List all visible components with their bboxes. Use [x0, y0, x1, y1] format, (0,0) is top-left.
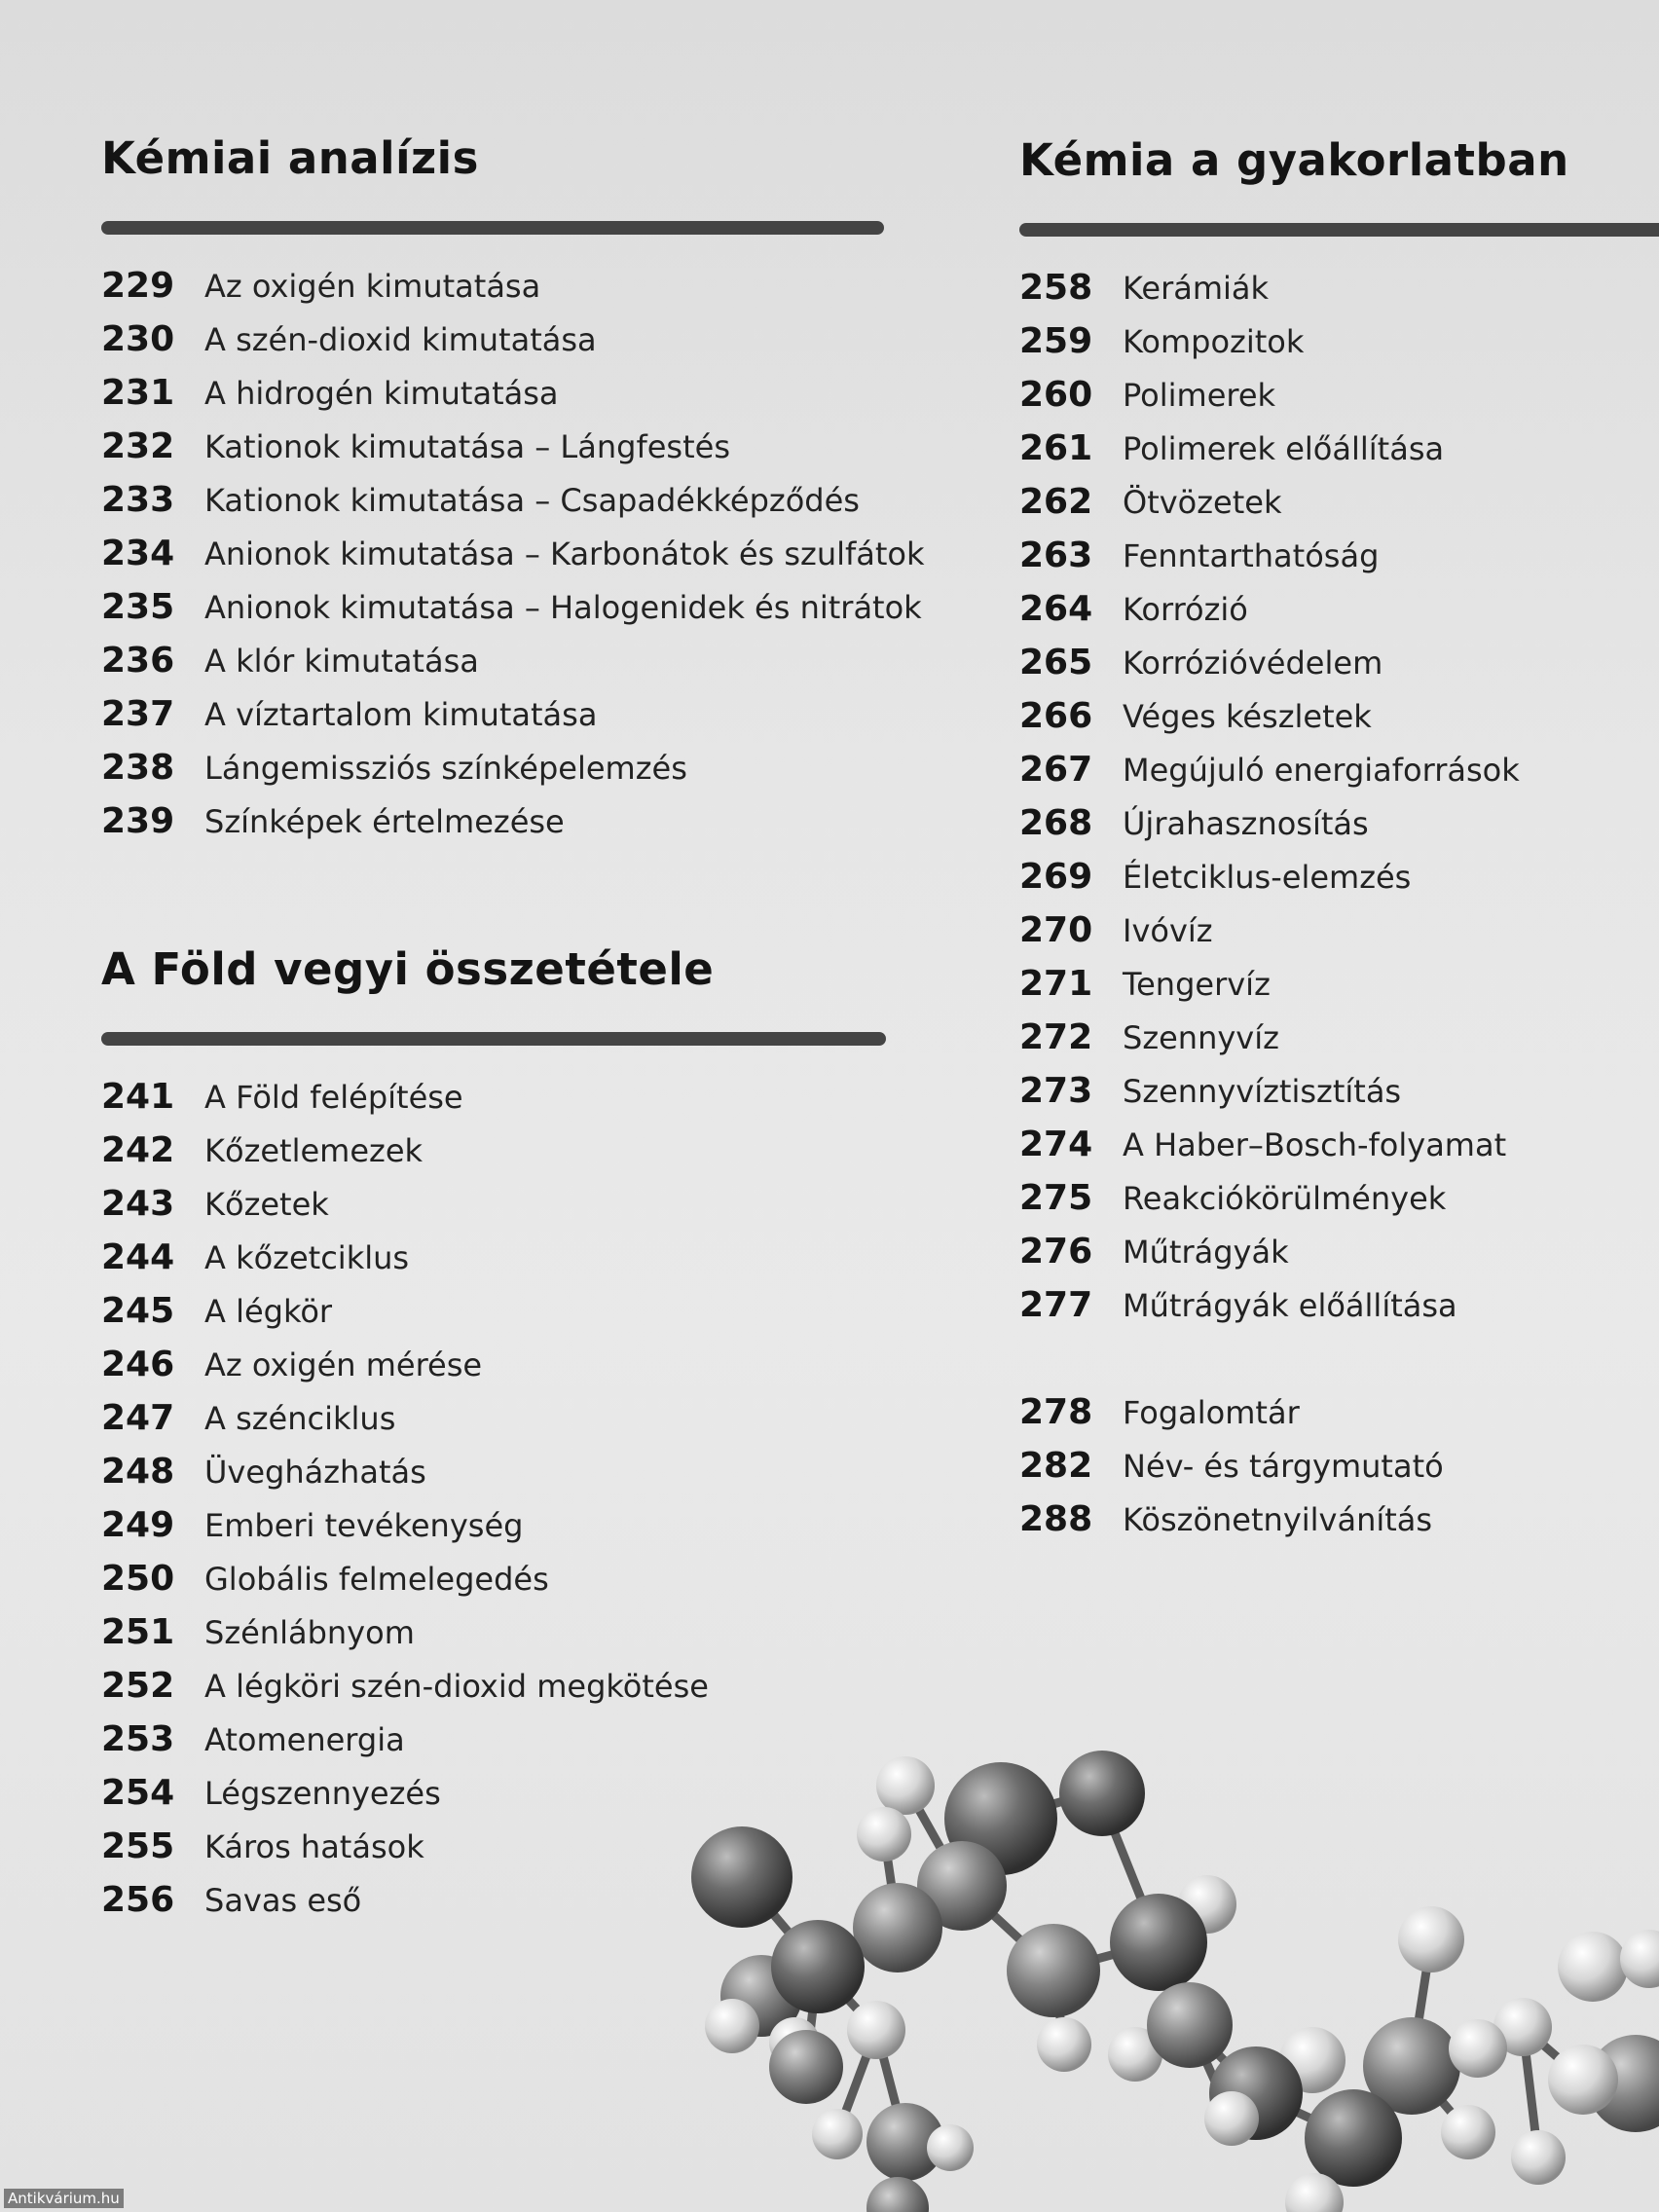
entry-title: Szennyvíz — [1123, 1019, 1279, 1056]
entry-title: Kationok kimutatása – Lángfestés — [204, 428, 730, 465]
page-number: 263 — [1019, 535, 1093, 575]
list-item[interactable] — [101, 534, 925, 587]
page-number: 239 — [101, 801, 175, 841]
page-number: 245 — [101, 1291, 175, 1331]
page-number: 242 — [101, 1130, 175, 1170]
molecule-atoms — [691, 1751, 1659, 2212]
list-item[interactable] — [1019, 910, 1659, 964]
page-number: 231 — [101, 373, 175, 413]
list-item[interactable] — [101, 694, 884, 748]
entry-title: Tengervíz — [1123, 966, 1271, 1003]
page-number: 256 — [101, 1880, 175, 1920]
page-number: 248 — [101, 1452, 175, 1492]
watermark: Antikvárium.hu — [4, 2189, 124, 2208]
entry-title: Ivóvíz — [1123, 912, 1213, 949]
page-number: 243 — [101, 1184, 175, 1224]
list-item[interactable] — [1019, 268, 1659, 321]
entry-title: Emberi tevékenység — [204, 1507, 524, 1544]
appendix-item[interactable] — [1019, 1392, 1659, 1446]
page-number: 277 — [1019, 1285, 1093, 1325]
entry-title: Szennyvíztisztítás — [1123, 1073, 1402, 1110]
entry-title: Név- és tárgymutató — [1123, 1448, 1444, 1485]
page-number: 235 — [101, 587, 175, 627]
entry-title: A légköri szén-dioxid megkötése — [204, 1668, 709, 1705]
entry-title: A szénciklus — [204, 1400, 396, 1437]
page-number: 241 — [101, 1077, 175, 1117]
page-number: 255 — [101, 1826, 175, 1866]
entry-list — [1019, 268, 1659, 1553]
entry-title: Fenntarthatóság — [1123, 537, 1380, 574]
page-number: 278 — [1019, 1392, 1093, 1432]
list-item[interactable] — [1019, 535, 1659, 589]
section-kemiai-analizis — [101, 132, 925, 855]
entry-title: Globális felmelegedés — [204, 1561, 549, 1598]
entry-title: Véges készletek — [1123, 698, 1372, 735]
entry-title: Kationok kimutatása – Csapadékképződés — [204, 482, 860, 519]
entry-title: Kőzetlemezek — [204, 1132, 424, 1169]
list-item[interactable] — [1019, 1178, 1659, 1232]
list-item[interactable] — [101, 748, 884, 801]
entry-title: Az oxigén kimutatása — [204, 268, 541, 305]
list-item[interactable] — [101, 1666, 886, 1719]
entry-title: Kerámiák — [1123, 270, 1270, 307]
entry-title: Köszönetnyilvánítás — [1123, 1501, 1433, 1538]
section-divider — [101, 221, 884, 235]
list-spacer — [1019, 1339, 1659, 1392]
page-number: 229 — [101, 266, 175, 306]
page-number: 288 — [1019, 1499, 1093, 1539]
page-number: 264 — [1019, 589, 1093, 629]
page-number: 260 — [1019, 375, 1093, 415]
list-item[interactable] — [101, 587, 922, 641]
page-number: 230 — [101, 319, 175, 359]
appendix-item[interactable] — [1019, 1446, 1659, 1499]
section-title: Kémia a gyakorlatban — [1019, 134, 1569, 186]
list-item[interactable] — [101, 1184, 886, 1237]
list-item[interactable] — [101, 801, 884, 855]
list-item[interactable] — [1019, 643, 1659, 696]
page-number: 275 — [1019, 1178, 1093, 1218]
entry-title: Újrahasznosítás — [1123, 805, 1369, 842]
page-number: 249 — [101, 1505, 175, 1545]
entry-title: Korrózióvédelem — [1123, 645, 1383, 682]
list-item[interactable] — [1019, 1071, 1659, 1124]
page-number: 261 — [1019, 428, 1093, 468]
list-item[interactable] — [1019, 857, 1659, 910]
list-item[interactable] — [101, 373, 884, 426]
list-item[interactable] — [1019, 321, 1659, 375]
list-item[interactable] — [1019, 750, 1659, 803]
entry-title: Üvegházhatás — [204, 1454, 426, 1491]
list-item[interactable] — [101, 1452, 886, 1505]
list-item[interactable] — [101, 1237, 886, 1291]
page-number: 236 — [101, 641, 175, 681]
entry-title: A hidrogén kimutatása — [204, 375, 559, 412]
entry-title: Színképek értelmezése — [204, 803, 565, 840]
list-item[interactable] — [101, 319, 884, 373]
list-item[interactable] — [101, 1612, 886, 1666]
section-title: A Föld vegyi összetétele — [101, 943, 715, 995]
entry-title: Műtrágyák — [1123, 1234, 1289, 1271]
entry-title: Légszennyezés — [204, 1775, 441, 1812]
page-number: 259 — [1019, 321, 1093, 361]
molecule-model-illustration — [672, 1733, 1659, 2212]
page-number: 232 — [101, 426, 175, 466]
entry-title: Polimerek előállítása — [1123, 430, 1445, 467]
page-number: 244 — [101, 1237, 175, 1277]
list-item[interactable] — [1019, 428, 1659, 482]
list-item[interactable] — [1019, 375, 1659, 428]
list-item[interactable] — [101, 480, 884, 534]
page-number: 247 — [101, 1398, 175, 1438]
page-number: 258 — [1019, 268, 1093, 308]
list-item[interactable] — [1019, 1232, 1659, 1285]
page-number: 273 — [1019, 1071, 1093, 1111]
entry-title: A Föld felépítése — [204, 1079, 463, 1116]
list-item[interactable] — [101, 1291, 886, 1345]
page-number: 276 — [1019, 1232, 1093, 1272]
page-number: 274 — [1019, 1124, 1093, 1164]
list-item[interactable] — [1019, 589, 1659, 643]
list-item[interactable] — [1019, 1285, 1659, 1339]
page-number: 250 — [101, 1559, 175, 1599]
entry-title: Reakciókörülmények — [1123, 1180, 1447, 1217]
list-item[interactable] — [1019, 964, 1659, 1017]
list-item[interactable] — [1019, 803, 1659, 857]
entry-title: Ötvözetek — [1123, 484, 1282, 521]
entry-title: Megújuló energiaforrások — [1123, 752, 1520, 789]
section-divider — [101, 1032, 886, 1046]
entry-title: Anionok kimutatása – Halogenidek és nitrátok — [204, 589, 922, 626]
page-number: 266 — [1019, 696, 1093, 736]
entry-title: Savas eső — [204, 1882, 362, 1919]
appendix-item[interactable] — [1019, 1499, 1659, 1553]
list-item[interactable] — [101, 266, 884, 319]
entry-title: Atomenergia — [204, 1721, 405, 1758]
page-number: 265 — [1019, 643, 1093, 682]
entry-title: Lángemissziós színképelemzés — [204, 750, 687, 787]
page-number: 272 — [1019, 1017, 1093, 1057]
page-number: 262 — [1019, 482, 1093, 522]
list-item[interactable] — [101, 1398, 886, 1452]
page-number: 267 — [1019, 750, 1093, 790]
entry-title: Kőzetek — [204, 1186, 329, 1223]
page-number: 271 — [1019, 964, 1093, 1004]
entry-title: Szénlábnyom — [204, 1614, 415, 1651]
list-item[interactable] — [101, 1559, 886, 1612]
page-number: 252 — [101, 1666, 175, 1706]
entry-title: Korrózió — [1123, 591, 1248, 628]
entry-title: A klór kimutatása — [204, 643, 479, 680]
entry-title: A Haber–Bosch-folyamat — [1123, 1126, 1507, 1163]
entry-title: Fogalomtár — [1123, 1394, 1300, 1431]
entry-title: A víztartalom kimutatása — [204, 696, 598, 733]
page-number: 254 — [101, 1773, 175, 1813]
list-item[interactable] — [1019, 482, 1659, 535]
entry-title: Az oxigén mérése — [204, 1346, 483, 1383]
list-item[interactable] — [101, 1505, 886, 1559]
entry-list — [101, 266, 925, 855]
page-number: 238 — [101, 748, 175, 788]
list-item[interactable] — [101, 1345, 886, 1398]
page-number: 233 — [101, 480, 175, 520]
page-number: 268 — [1019, 803, 1093, 843]
list-item[interactable] — [1019, 1124, 1659, 1178]
entry-title: A szén-dioxid kimutatása — [204, 321, 597, 358]
page-number: 282 — [1019, 1446, 1093, 1486]
entry-title: A kőzetciklus — [204, 1239, 410, 1276]
list-item[interactable] — [101, 426, 884, 480]
list-item[interactable] — [101, 641, 884, 694]
entry-title: Polimerek — [1123, 377, 1276, 414]
page-number: 246 — [101, 1345, 175, 1384]
section-kemia-a-gyakorlatban — [1019, 134, 1659, 1553]
entry-title: Kompozitok — [1123, 323, 1305, 360]
page-number: 251 — [101, 1612, 175, 1652]
list-item[interactable] — [1019, 1017, 1659, 1071]
entry-title: A légkör — [204, 1293, 333, 1330]
page-number: 237 — [101, 694, 175, 734]
page-number: 253 — [101, 1719, 175, 1759]
page-number: 270 — [1019, 910, 1093, 950]
list-item[interactable] — [101, 1077, 886, 1130]
list-item[interactable] — [1019, 696, 1659, 750]
entry-title: Káros hatások — [204, 1828, 424, 1865]
section-title: Kémiai analízis — [101, 132, 479, 184]
entry-title: Műtrágyák előállítása — [1123, 1287, 1457, 1324]
entry-title: Anionok kimutatása – Karbonátok és szulfátok — [204, 535, 925, 572]
entry-title: Életciklus-elemzés — [1123, 859, 1412, 896]
list-item[interactable] — [101, 1130, 886, 1184]
page-number: 269 — [1019, 857, 1093, 897]
section-divider — [1019, 223, 1659, 237]
page-number: 234 — [101, 534, 175, 573]
